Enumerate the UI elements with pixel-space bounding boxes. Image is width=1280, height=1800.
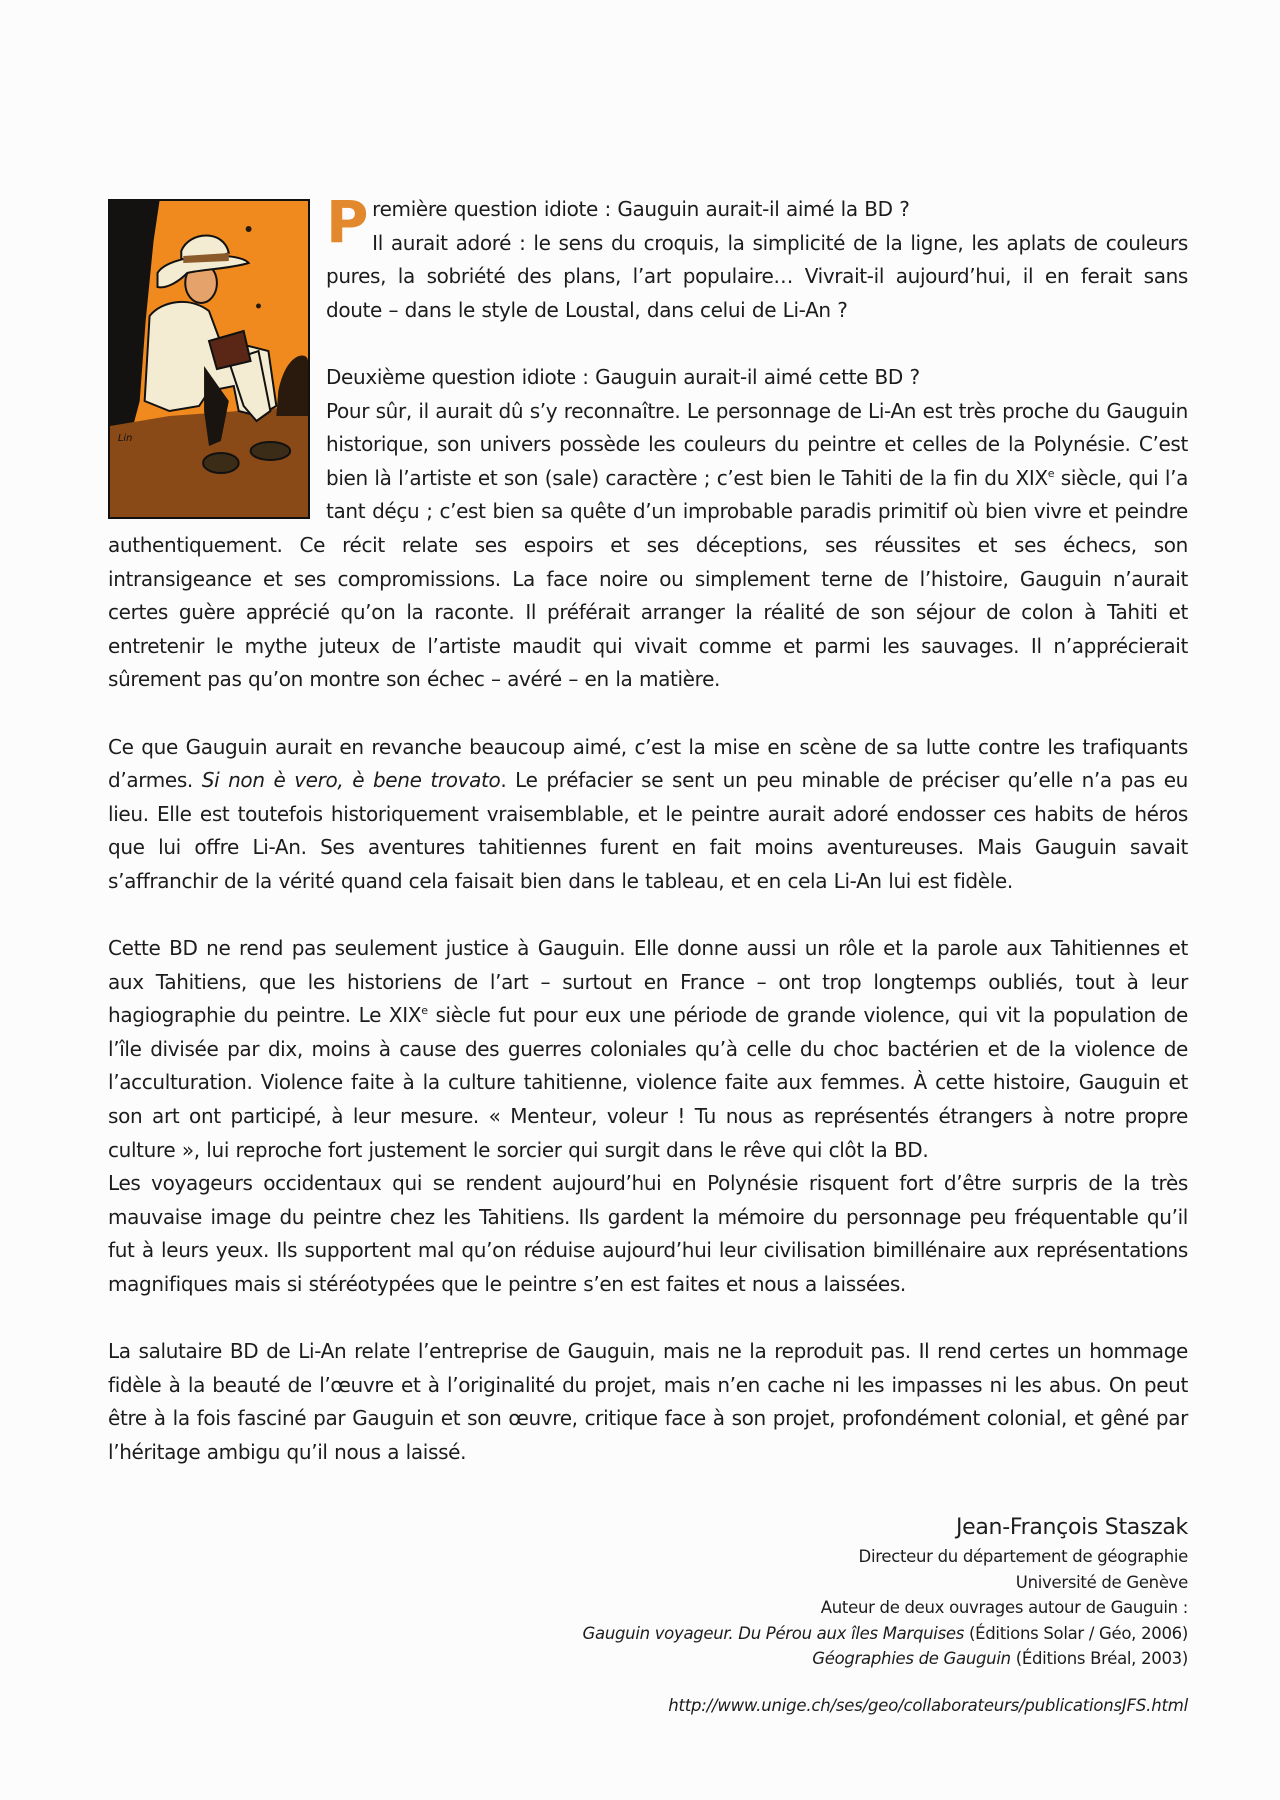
paragraph-4-text-b: siècle fut pour eux une période de grande violence, qui vit la population de l’île divisée par dix, moins à cause des guerres coloniales qu’à celle du choc bactérien et de la violence de l’acculturation. Violence faite à la culture tahitienne, violence faite aux femmes. À cette histoire, Gauguin et son art ont participé, à leur mesure. « Menteur, voleur ! Tu nous as représentés étrangers à notre propre culture », lui reproche fort justement le sorcier qui surgit dans le rêve qui clôt la BD. <box>108 1003 1188 1162</box>
paragraph-3-text-a: Ce que Gauguin aurait en revanche beaucoup aimé, c’est la mise en scène de sa lutte contre les trafiquants d’armes. <box>108 734 1188 793</box>
superscript-e: e <box>1047 466 1055 480</box>
paragraph-tahitians <box>108 932 1188 1167</box>
answer-2-text-a: Pour sûr, il aurait dû s’y reconnaître. Le personnage de Li-An est très proche du Gauguin historique, son univers possède les couleurs du peintre et celles de la Polynésie. C’est bien là l’artiste et son (sale) caractère ; c’est bien le Tahiti de la fin du XIX <box>326 398 1188 490</box>
paragraph-4-text-a: Cette BD ne rend pas seulement justice à Gauguin. Elle donne aussi un rôle et la parole aux Tahitiennes et aux Tahitiens, que les historiens de l’art – surtout en France – ont trop longtemps oubliés, tout à leur hagiographie du peintre. Le XIX <box>108 936 1188 1028</box>
superscript-e: e <box>421 1004 428 1018</box>
paragraph-conclusion <box>108 1335 1188 1469</box>
paragraph-travellers <box>108 1167 1188 1301</box>
author-signature <box>583 1512 1188 1672</box>
book-1-title: Gauguin voyageur. Du Pérou aux îles Marquises <box>582 1623 965 1643</box>
preface-page <box>108 188 1189 1470</box>
book-1 <box>583 1621 1188 1647</box>
answer-1-text: Il aurait adoré : le sens du croquis, la simplicité de la ligne, les aplats de couleurs pures, la sobriété des plans, l’art populaire… Vivrait-il aujourd’hui, il en ferait sans doute – dans le style de Loustal, dans celui de Li-An ? <box>326 230 1188 322</box>
question-1-text: remière question idiote : Gauguin aurait-il aimé la BD ? <box>372 197 910 221</box>
paragraph-5-text: Les voyageurs occidentaux qui se rendent aujourd’hui en Polynésie risquent fort d’être surpris de la très mauvaise image du peintre chez les Tahitiens. Ils gardent la mémoire du personnage peu fréquentable qu’il fut à leurs yeux. Ils supportent mal qu’on réduise aujourd’hui leur civilisation bimillénaire aux représentations magnifiques mais si stéréotypées que le peintre s’en est faites et nous a laissées. <box>108 1171 1188 1296</box>
paragraph-6-text: La salutaire BD de Li-An relate l’entreprise de Gauguin, mais ne la reproduit pas. Il rend certes un hommage fidèle à la beauté de l’œuvre et à l’originalité du projet, mais n’en cache ni les impasses ni les abus. On peut être à la fois fasciné par Gauguin et son œuvre, critique face à son projet, profondément colonial, et gêné par l’héritage ambigu qu’il nous a laissé. <box>108 1339 1188 1464</box>
book-1-publisher: (Éditions Solar / Géo, 2006) <box>964 1623 1188 1643</box>
book-2 <box>583 1646 1188 1672</box>
publications-url <box>668 1696 1188 1715</box>
svg-text:Lin: Lin <box>117 432 133 445</box>
paragraph-gap <box>108 898 1188 932</box>
publications-link[interactable]: http://www.unige.ch/ses/geo/collaborateurs/publicationsJFS.html <box>668 1696 1188 1715</box>
paragraph-arms-trafficking <box>108 731 1188 899</box>
book-2-title: Géographies de Gauguin <box>812 1649 1011 1668</box>
author-books-intro: Auteur de deux ouvrages autour de Gauguin : <box>820 1598 1188 1617</box>
drop-cap: P <box>326 188 369 256</box>
paragraph-gap <box>108 1302 1188 1336</box>
paragraph-gap <box>108 697 1188 731</box>
author-title: Directeur du département de géographie <box>858 1547 1188 1566</box>
italian-quote: Si non è vero, è bene trovato <box>201 768 501 793</box>
comic-illustration <box>108 199 310 519</box>
question-2-text: Deuxième question idiote : Gauguin aurait-il aimé cette BD ? <box>326 364 920 389</box>
answer-2-text-b: siècle, qui l’a tant déçu ; c’est bien sa quête d’un improbable paradis primitif où bien vivre et peindre authentiquement. Ce récit relate ses espoirs et ses déceptions, ses réussites et ses échecs, son intransigeance et ses compromissions. La face noire ou simplement terne de l’histoire, Gauguin n’aurait certes guère apprécié qu’on la raconte. Il préférait arranger la réalité de son séjour de colon à Tahiti et entretenir le mythe juteux de l’artiste maudit qui vivait comme et parmi les sauvages. Il n’apprécierait sûrement pas qu’on montre son échec – avéré – en la matière. <box>108 465 1188 692</box>
gauguin-reading-illustration <box>110 201 308 517</box>
author-institution: Université de Genève <box>1015 1572 1188 1592</box>
author-name: Jean-François Staszak <box>955 1515 1188 1540</box>
paragraph-3-text-b: . Le préfacier se sent un peu minable de préciser qu’elle n’a pas eu lieu. Elle est toutefois historiquement vraisemblable, et le peintre aurait adoré endosser ces habits de héros que lui offre Li-An. Ses aventures tahitiennes furent en fait moins aventureuses. Mais Gauguin savait s’affranchir de la vérité quand cela faisait bien dans le tableau, et en cela Li-An lui est fidèle. <box>108 768 1189 893</box>
book-2-publisher: (Éditions Bréal, 2003) <box>1010 1649 1188 1668</box>
